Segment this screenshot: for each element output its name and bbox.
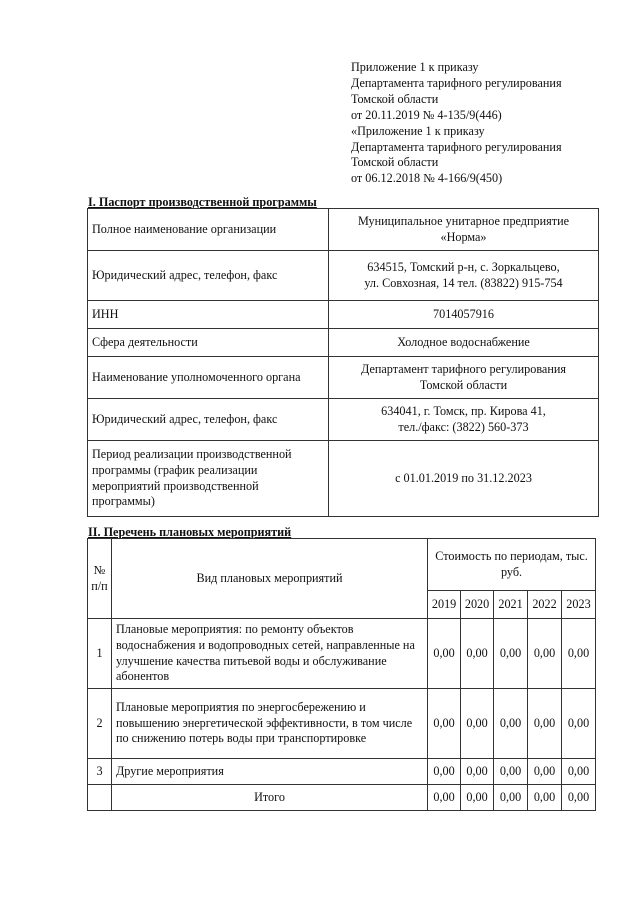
passport-row bbox=[88, 301, 599, 329]
row-value: 0,00 bbox=[461, 689, 494, 759]
section-1-title: I. Паспорт производственной программы bbox=[88, 195, 317, 209]
value-line: 7014057916 bbox=[433, 306, 494, 321]
plan-header-row bbox=[88, 539, 596, 591]
passport-row bbox=[88, 329, 599, 357]
row-num: 3 bbox=[88, 759, 112, 785]
header-line: от 06.12.2018 № 4-166/9(450) bbox=[351, 171, 503, 186]
total-value: 0,00 bbox=[428, 785, 461, 811]
passport-value bbox=[329, 209, 599, 251]
passport-value bbox=[329, 251, 599, 301]
row-value: 0,00 bbox=[528, 689, 562, 759]
passport-label: ИНН bbox=[88, 301, 329, 329]
header-line: Департамента тарифного регулирования bbox=[351, 139, 562, 154]
value-line: Муниципальное унитарное предприятие bbox=[357, 213, 570, 228]
row-name: Другие мероприятия bbox=[111, 759, 427, 785]
row-value: 0,00 bbox=[494, 619, 528, 689]
row-value: 0,00 bbox=[561, 759, 595, 785]
approval-header bbox=[351, 60, 621, 187]
value-line: 634041, г. Томск, пр. Кирова 41, bbox=[381, 403, 546, 418]
table-row bbox=[88, 759, 596, 785]
passport-table bbox=[87, 208, 599, 517]
year-header: 2023 bbox=[561, 591, 595, 619]
column-header-num: № п/п bbox=[88, 539, 112, 619]
value-line: Томской области bbox=[419, 377, 508, 392]
value-line: тел./факс: (3822) 560-373 bbox=[398, 419, 529, 434]
passport-value bbox=[329, 441, 599, 517]
row-value: 0,00 bbox=[561, 619, 595, 689]
row-value: 0,00 bbox=[428, 619, 461, 689]
row-name: Плановые мероприятия: по ремонту объектов водоснабжения и водопроводных сетей, направленные на улучшение качества питьевой воды и обслуживание абонентов bbox=[111, 619, 427, 689]
section-2-title: II. Перечень плановых мероприятий bbox=[88, 525, 292, 539]
table-row bbox=[88, 689, 596, 759]
passport-value bbox=[329, 301, 599, 329]
passport-value bbox=[329, 399, 599, 441]
row-value: 0,00 bbox=[461, 619, 494, 689]
row-name: Плановые мероприятия по энергосбережению и повышению энергетической эффективности, в том числе по снижению потерь воды при транспортировке bbox=[111, 689, 427, 759]
total-value: 0,00 bbox=[528, 785, 562, 811]
passport-label: Период реализации производственной программы (график реализации мероприятий производственной программы) bbox=[88, 441, 329, 517]
row-value: 0,00 bbox=[494, 759, 528, 785]
total-value: 0,00 bbox=[494, 785, 528, 811]
row-value: 0,00 bbox=[461, 759, 494, 785]
total-value: 0,00 bbox=[461, 785, 494, 811]
total-num-empty bbox=[88, 785, 112, 811]
row-value: 0,00 bbox=[561, 689, 595, 759]
total-value: 0,00 bbox=[561, 785, 595, 811]
header-line: Приложение 1 к приказу bbox=[351, 60, 479, 74]
passport-label: Юридический адрес, телефон, факс bbox=[88, 251, 329, 301]
total-label: Итого bbox=[111, 785, 427, 811]
table-row bbox=[88, 619, 596, 689]
plan-table bbox=[87, 538, 596, 811]
row-value: 0,00 bbox=[528, 759, 562, 785]
value-line: 634515, Томский р-н, с. Зоркальцево, bbox=[367, 259, 560, 274]
passport-label: Сфера деятельности bbox=[88, 329, 329, 357]
value-line: «Норма» bbox=[440, 229, 487, 244]
value-line: с 01.01.2019 по 31.12.2023 bbox=[395, 470, 532, 485]
column-header-name: Вид плановых мероприятий bbox=[111, 539, 427, 619]
row-value: 0,00 bbox=[528, 619, 562, 689]
passport-label: Юридический адрес, телефон, факс bbox=[88, 399, 329, 441]
year-header: 2020 bbox=[461, 591, 494, 619]
total-row bbox=[88, 785, 596, 811]
passport-label: Наименование уполномоченного органа bbox=[88, 357, 329, 399]
passport-value bbox=[329, 357, 599, 399]
header-line: Департамента тарифного регулирования bbox=[351, 75, 562, 90]
passport-row bbox=[88, 357, 599, 399]
passport-row bbox=[88, 209, 599, 251]
passport-row bbox=[88, 441, 599, 517]
header-line: «Приложение 1 к приказу bbox=[351, 123, 485, 138]
row-num: 1 bbox=[88, 619, 112, 689]
value-line: ул. Совхозная, 14 тел. (83822) 915-754 bbox=[364, 275, 563, 290]
value-line: Холодное водоснабжение bbox=[397, 334, 530, 349]
passport-label: Полное наименование организации bbox=[88, 209, 329, 251]
row-num: 2 bbox=[88, 689, 112, 759]
column-header-cost: Стоимость по периодам, тыс. руб. bbox=[428, 539, 596, 591]
row-value: 0,00 bbox=[428, 759, 461, 785]
value-line: Департамент тарифного регулирования bbox=[361, 361, 566, 376]
passport-row bbox=[88, 399, 599, 441]
header-line: Томской области bbox=[351, 155, 439, 170]
year-header: 2021 bbox=[494, 591, 528, 619]
passport-value bbox=[329, 329, 599, 357]
year-header: 2022 bbox=[528, 591, 562, 619]
header-line: Томской области bbox=[351, 91, 439, 106]
header-line: от 20.11.2019 № 4-135/9(446) bbox=[351, 107, 502, 122]
year-header: 2019 bbox=[428, 591, 461, 619]
row-value: 0,00 bbox=[494, 689, 528, 759]
passport-row bbox=[88, 251, 599, 301]
row-value: 0,00 bbox=[428, 689, 461, 759]
